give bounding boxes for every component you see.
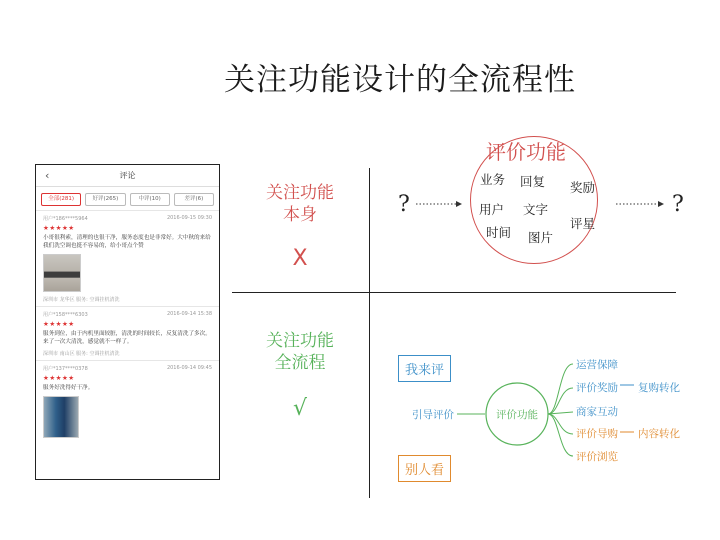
review-text: 小哥很利索，清理的也很干净，服务态度也是非常好。大中秋的来给我们洗空调也挺不容易的，给小哥点个赞 — [43, 235, 211, 249]
review-time: 2016-09-15 09:30 — [166, 215, 212, 221]
review-item — [36, 210, 219, 306]
star-rating: ★★★★★ — [43, 224, 75, 232]
review-photo[interactable] — [43, 396, 79, 438]
star-rating: ★★★★★ — [43, 320, 75, 328]
page-title: 关注功能设计的全流程性 — [224, 62, 576, 98]
label-line: 关注功能 — [266, 331, 334, 351]
review-item — [36, 306, 219, 360]
review-time: 2016-09-14 09:45 — [166, 365, 212, 371]
horizontal-axis — [232, 292, 676, 293]
cross-mark: X — [292, 246, 308, 271]
dotted-arrow-in — [416, 198, 464, 210]
review-footer: 深圳市 南山区 服务: 空调挂机清洗 — [43, 351, 120, 357]
box-i-review: 我来评 — [398, 355, 451, 382]
mindmap-center: 评价功能 — [496, 409, 538, 421]
review-filter-tabs — [36, 187, 219, 210]
check-mark: √ — [292, 396, 308, 421]
circle-word: 用户 — [479, 202, 505, 217]
label-line: 本身 — [283, 205, 317, 225]
label-full-flow — [240, 330, 360, 374]
phone-mockup — [35, 164, 220, 480]
branch-rewards: 评价奖励 — [576, 382, 618, 394]
label-line: 全流程 — [274, 353, 326, 373]
branch-merchant: 商家互动 — [576, 406, 618, 418]
review-photo[interactable] — [43, 254, 81, 292]
star-rating: ★★★★★ — [43, 374, 75, 382]
circle-word: 评星 — [570, 216, 596, 231]
box-others-view: 别人看 — [398, 455, 451, 482]
tab-negative[interactable]: 差评(6) — [174, 193, 214, 206]
question-mark-left: ? — [398, 192, 410, 217]
sub-repurchase: 复购转化 — [638, 382, 680, 394]
branch-operations: 运营保障 — [576, 359, 618, 371]
circle-word: 回复 — [520, 174, 546, 189]
sub-content-conversion: 内容转化 — [638, 428, 680, 440]
phone-header-title: 评论 — [119, 171, 136, 180]
label-feature-itself — [240, 182, 360, 226]
circle-word: 业务 — [480, 172, 506, 187]
review-text: 服务好洗得好干净。 — [43, 385, 94, 391]
review-footer: 深圳市 龙华区 服务: 空调挂机清洗 — [43, 297, 120, 303]
label-line: 关注功能 — [266, 183, 334, 203]
branch-shopping-guide: 评价导购 — [576, 428, 618, 440]
tab-positive[interactable]: 好评(265) — [85, 193, 125, 206]
circle-title: 评价功能 — [486, 140, 566, 164]
review-item — [36, 360, 219, 441]
review-text: 服务到位，由于内机里面较脏，清洗的时间较长，反复清洗了多次。来了一次大清洗，感觉就不一样了。 — [43, 331, 211, 345]
phone-header — [36, 165, 219, 187]
branch-browsing: 评价浏览 — [576, 451, 618, 463]
circle-word: 奖励 — [570, 180, 596, 195]
entry-label: 引导评价 — [412, 409, 454, 421]
back-icon[interactable]: ‹ — [45, 169, 50, 182]
review-time: 2016-09-14 15:38 — [166, 311, 212, 317]
vertical-axis — [369, 168, 370, 498]
circle-word: 时间 — [486, 225, 512, 240]
review-user: 用户*137****0378 — [43, 366, 88, 372]
review-user: 用户*186****5964 — [43, 216, 88, 222]
dotted-arrow-out — [616, 198, 668, 210]
review-user: 用户*158****6303 — [43, 312, 88, 318]
circle-word: 图片 — [528, 230, 554, 245]
tab-neutral[interactable]: 中评(10) — [130, 193, 170, 206]
tab-all[interactable]: 全部(281) — [41, 193, 81, 206]
circle-word: 文字 — [523, 202, 549, 217]
question-mark-right: ? — [672, 192, 684, 217]
